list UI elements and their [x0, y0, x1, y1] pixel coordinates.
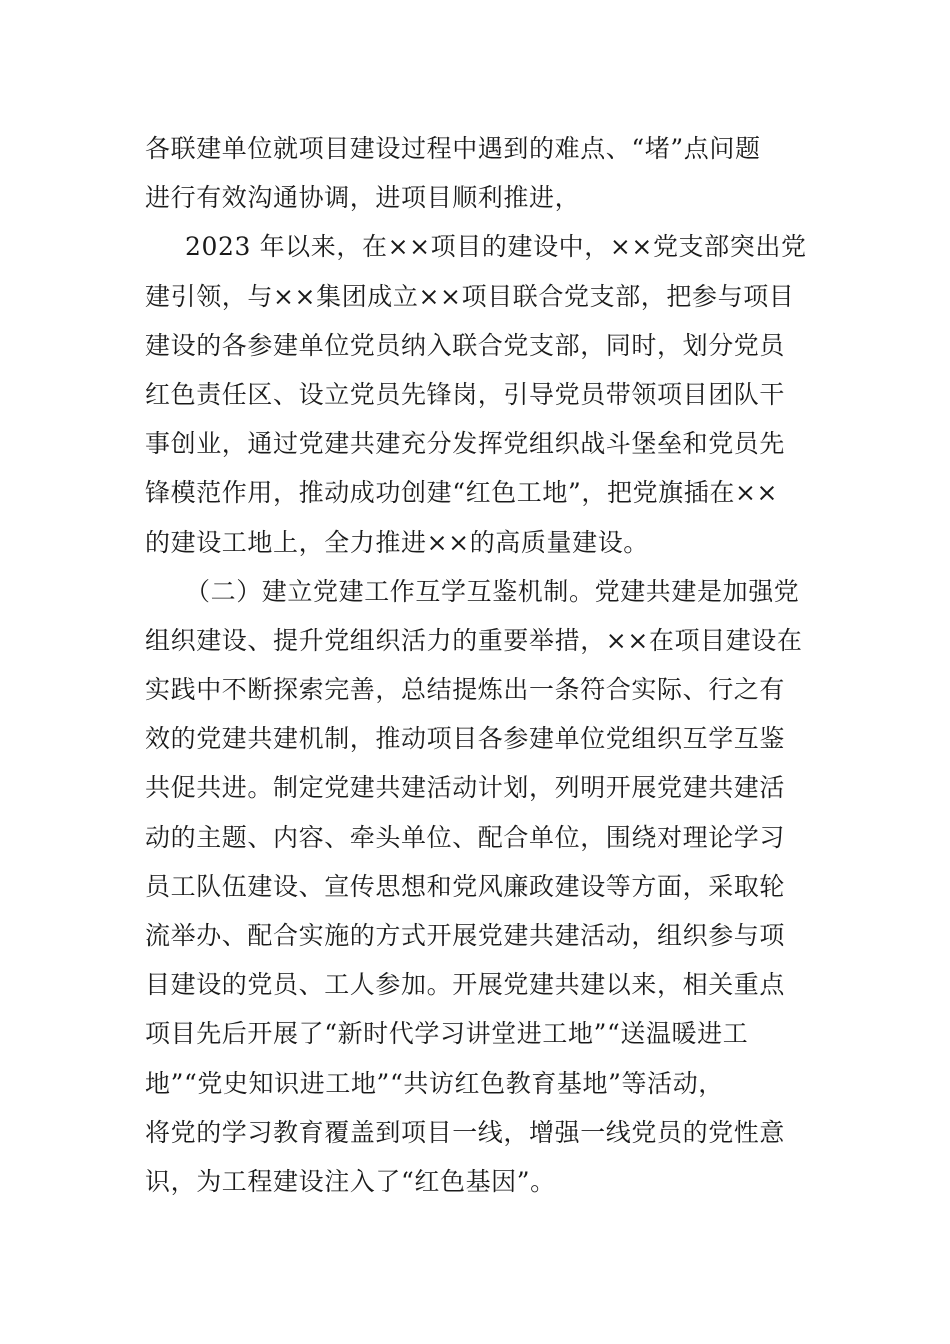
text-line: 的建设工地上，全力推进××的高质量建设。 [145, 527, 649, 557]
text-line: 事创业，通过党建共建充分发挥党组织战斗堡垒和党员先 [145, 429, 786, 459]
text-line: 建设的各参建单位党员纳入联合党支部，同时，划分党员 [145, 330, 786, 360]
text-line: 组织建设、提升党组织活力的重要举措，××在项目建设在 [145, 625, 803, 655]
text-line: 锋模范作用，推动成功创建“红色工地”，把党旗插在×× [145, 478, 779, 508]
text-line: 将党的学习教育覆盖到项目一线，增强一线党员的党性意 [145, 1117, 786, 1147]
body-text [145, 124, 807, 1206]
text-line: 目建设的党员、工人参加。开展党建共建以来，相关重点 [145, 970, 786, 1000]
text-line: 进行有效沟通协调，进项目顺利推进， [145, 183, 581, 213]
text-line: 项目先后开展了“新时代学习讲堂进工地”“送温暖进工 [145, 1019, 749, 1049]
text-line: 员工队伍建设、宣传思想和党风廉政建设等方面，采取轮 [145, 871, 786, 901]
text-line: 2023 年以来，在××项目的建设中，××党支部突出党 [185, 232, 807, 262]
text-line: 流举办、配合实施的方式开展党建共建活动，组织参与项 [145, 921, 786, 950]
text-line: 动的主题、内容、牵头单位、配合单位，围绕对理论学习 [145, 822, 786, 852]
text-line: 地”“党史知识进工地”“共访红色教育基地”等活动， [145, 1068, 724, 1098]
text-line: 效的党建共建机制，推动项目各参建单位党组织互学互鉴 [145, 724, 786, 754]
text-line: （二）建立党建工作互学互鉴机制。党建共建是加强党 [185, 576, 800, 606]
text-line: 建引领，与××集团成立××项目联合党支部，把参与项目 [145, 281, 795, 311]
text-line: 识，为工程建设注入了“红色基因”。 [145, 1166, 556, 1196]
text-line: 共促共进。制定党建共建活动计划，列明开展党建共建活 [145, 773, 786, 803]
text-line: 红色责任区、设立党员先锋岗，引导党员带领项目团队干 [145, 379, 786, 409]
text-line: 各联建单位就项目建设过程中遇到的难点、“堵”点问题 [145, 134, 761, 163]
text-line: 实践中不断探索完善，总结提炼出一条符合实际、行之有 [145, 675, 786, 705]
